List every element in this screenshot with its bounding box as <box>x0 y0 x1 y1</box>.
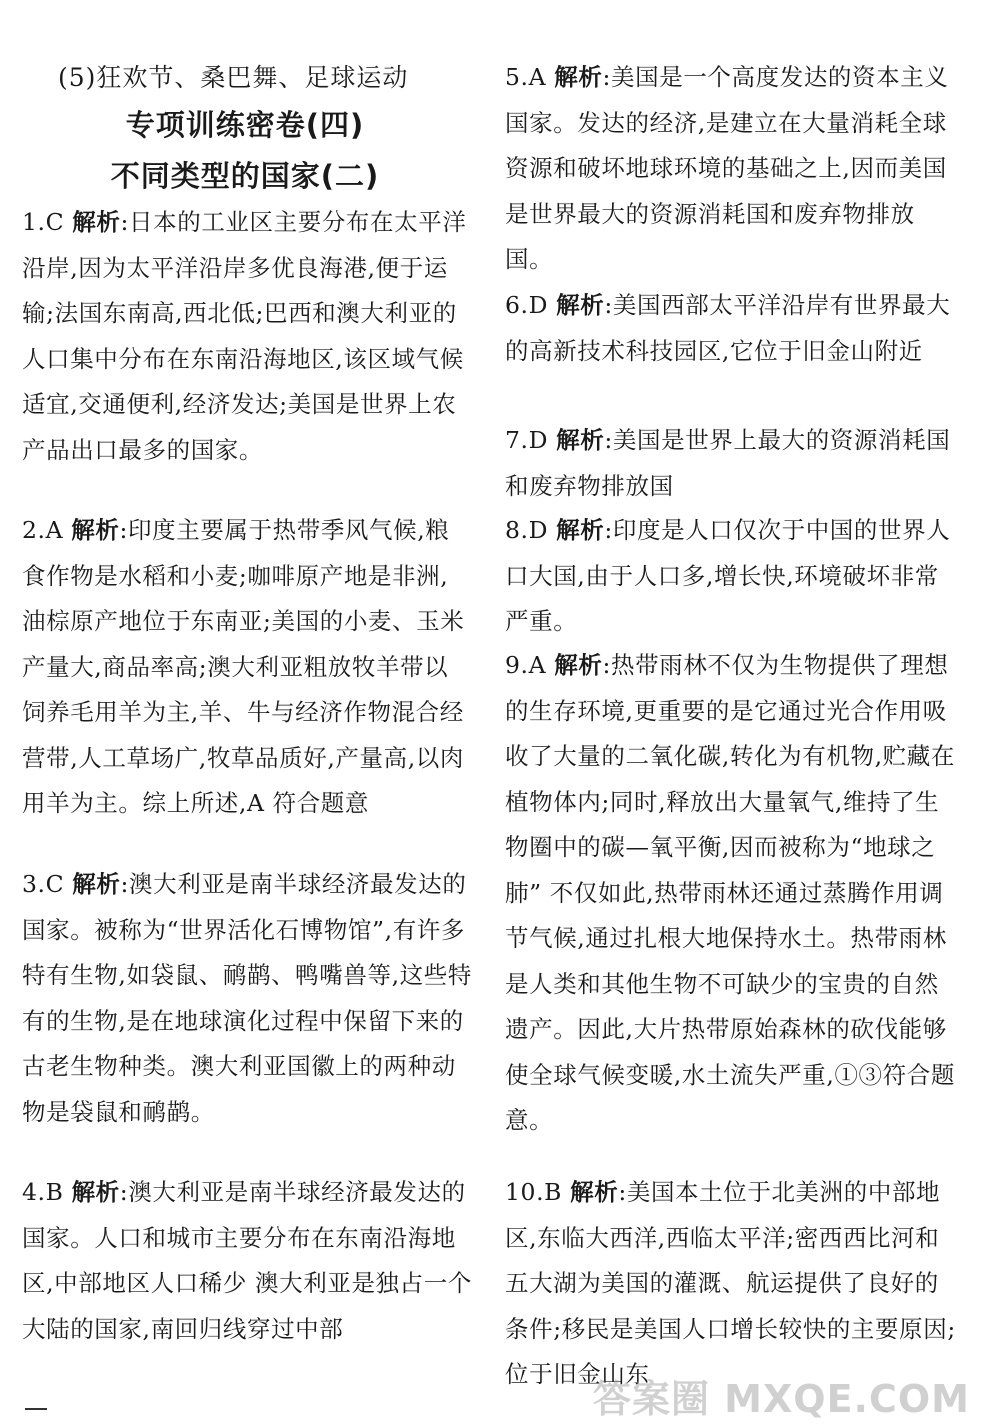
watermark: 答案圈 MXQE.COM <box>592 1377 970 1421</box>
answer-number: 7.D <box>505 426 549 454</box>
answer-number: 4.B <box>22 1178 64 1206</box>
answer-number: 1.C <box>22 208 65 236</box>
analysis-label: 解析 <box>72 870 121 898</box>
analysis-label: 解析 <box>554 651 603 679</box>
analysis-label: 解析 <box>71 516 120 544</box>
answer-number: 10.B <box>505 1178 563 1206</box>
answer-number: 3.C <box>22 870 65 898</box>
answer-item-10: 10.B 解析:美国本土位于北美洲的中部地区,东临大西洋,西临太平洋;密西西比河和五大湖为美国的灌溉、航运提供了良好的条件;移民是美国人口增长较快的主要原因;位于旧金山东 <box>505 1178 956 1388</box>
analysis-text: 日本的工业区主要分布在太平洋沿岸,因为太平洋沿岸多优良海港,便于运输;法国东南高,西北低;巴西和澳大利亚的人口集中分布在东南沿海地区,该区域气候适宜,交通便利,经济发达;美国是世界上农产品出口最多的国家。 <box>22 208 467 464</box>
answer-item-6: 6.D 解析:美国西部太平洋沿岸有世界最大的高新技术科技园区,它位于旧金山附近 <box>505 291 951 365</box>
analysis-label: 解析 <box>556 426 605 454</box>
analysis-label: 解析 <box>554 63 603 91</box>
answer-number: 9.A <box>505 651 547 679</box>
previous-answer-line: (5)狂欢节、桑巴舞、足球运动 <box>58 63 409 92</box>
answer-item-5: 5.A 解析:美国是一个高度发达的资本主义国家。发达的经济,是建立在大量消耗全球资源和破坏地球环境的基础之上,因而美国是世界最大的资源消耗国和废弃物排放国。 <box>505 63 949 273</box>
answer-number: 8.D <box>505 516 549 544</box>
analysis-text: 印度是人口仅次于中国的世界人口大国,由于人口多,增长快,环境破坏非常严重。 <box>505 516 951 635</box>
section-title: 专项训练密卷(四) <box>125 108 365 142</box>
answer-item-8: 8.D 解析:印度是人口仅次于中国的世界人口大国,由于人口多,增长快,环境破坏非常严重。 <box>505 516 951 635</box>
analysis-text: 美国是世界上最大的资源消耗国和废弃物排放国 <box>505 426 951 500</box>
analysis-text: 美国本土位于北美洲的中部地区,东临大西洋,西临太平洋;密西西比河和五大湖为美国的灌溉、航运提供了良好的条件;移民是美国人口增长较快的主要原因;位于旧金山东 <box>505 1178 956 1388</box>
analysis-label: 解析 <box>71 1178 120 1206</box>
answer-number: 6.D <box>505 291 549 319</box>
analysis-text: 热带雨林不仅为生物提供了理想的生存环境,更重要的是它通过光合作用吸收了大量的二氧化碳,转化为有机物,贮藏在植物体内;同时,释放出大量氧气,维持了生物圈中的碳—氧平衡,因而被称为“地球之肺” 不仅如此,热带雨林还通过蒸腾作用调节气候,通过扎根大地保持水土。热带雨林是人类和其他生物不可缺少的宝贵的自然遗产。因此,大片热带原始森林的砍伐能够使全球气候变暖,水土流失严重,①③符合题意。 <box>505 651 955 1134</box>
answer-item-4: 4.B 解析:澳大利亚是南半球经济最发达的国家。人口和城市主要分布在东南沿海地区,中部地区人口稀少 澳大利亚是独占一个大陆的国家,南回归线穿过中部 <box>22 1178 472 1343</box>
analysis-text: 美国是一个高度发达的资本主义国家。发达的经济,是建立在大量消耗全球资源和破坏地球环境的基础之上,因而美国是世界最大的资源消耗国和废弃物排放国。 <box>505 63 949 273</box>
answer-number: 5.A <box>505 63 547 91</box>
analysis-label: 解析 <box>72 208 121 236</box>
analysis-text: 澳大利亚是南半球经济最发达的国家。人口和城市主要分布在东南沿海地区,中部地区人口稀少 澳大利亚是独占一个大陆的国家,南回归线穿过中部 <box>22 1178 472 1343</box>
analysis-text: 美国西部太平洋沿岸有世界最大的高新技术科技园区,它位于旧金山附近 <box>505 291 951 365</box>
section-subtitle: 不同类型的国家(二) <box>110 159 380 193</box>
analysis-text: 印度主要属于热带季风气候,粮食作物是水稻和小麦;咖啡原产地是非洲,油棕原产地位于东南亚;美国的小麦、玉米产量大,商品率高;澳大利亚粗放牧羊带以饲养毛用羊为主,羊、牛与经济作物混合经营带,人工草场广,牧草品质好,产量高,以肉用羊为主。综上所述,A 符合题意 <box>22 516 465 817</box>
answer-item-2: 2.A 解析:印度主要属于热带季风气候,粮食作物是水稻和小麦;咖啡原产地是非洲,油棕原产地位于东南亚;美国的小麦、玉米产量大,商品率高;澳大利亚粗放牧羊带以饲养毛用羊为主,羊、牛与经济作物混合经营带,人工草场广,牧草品质好,产量高,以肉用羊为主。综上所述,A 符合题意 <box>22 516 465 817</box>
answer-item-9: 9.A 解析:热带雨林不仅为生物提供了理想的生存环境,更重要的是它通过光合作用吸收了大量的二氧化碳,转化为有机物,贮藏在植物体内;同时,释放出大量氧气,维持了生物圈中的碳—氧平衡,因而被称为“地球之肺” 不仅如此,热带雨林还通过蒸腾作用调节气候,通过扎根大地保持水土。热带雨林是人类和其他生物不可缺少的宝贵的自然遗产。因此,大片热带原始森林的砍伐能够使全球气候变暖,水土流失严重,①③符合题意。 <box>505 651 955 1134</box>
footer-dash <box>25 1408 47 1410</box>
answer-number: 2.A <box>22 516 64 544</box>
answer-item-3: 3.C 解析:澳大利亚是南半球经济最发达的国家。被称为“世界活化石博物馆”,有许多特有生物,如袋鼠、鸸鹋、鸭嘴兽等,这些特有的生物,是在地球演化过程中保留下来的古老生物种类。澳大利亚国徽上的两种动物是袋鼠和鸸鹋。 <box>22 870 472 1126</box>
analysis-label: 解析 <box>556 516 605 544</box>
answer-item-1: 1.C 解析:日本的工业区主要分布在太平洋沿岸,因为太平洋沿岸多优良海港,便于运输;法国东南高,西北低;巴西和澳大利亚的人口集中分布在东南沿海地区,该区域气候适宜,交通便利,经济发达;美国是世界上农产品出口最多的国家。 <box>22 208 467 464</box>
answer-item-7: 7.D 解析:美国是世界上最大的资源消耗国和废弃物排放国 <box>505 426 951 500</box>
analysis-label: 解析 <box>570 1178 619 1206</box>
analysis-label: 解析 <box>556 291 605 319</box>
analysis-text: 澳大利亚是南半球经济最发达的国家。被称为“世界活化石博物馆”,有许多特有生物,如袋鼠、鸸鹋、鸭嘴兽等,这些特有的生物,是在地球演化过程中保留下来的古老生物种类。澳大利亚国徽上的两种动物是袋鼠和鸸鹋。 <box>22 870 472 1126</box>
